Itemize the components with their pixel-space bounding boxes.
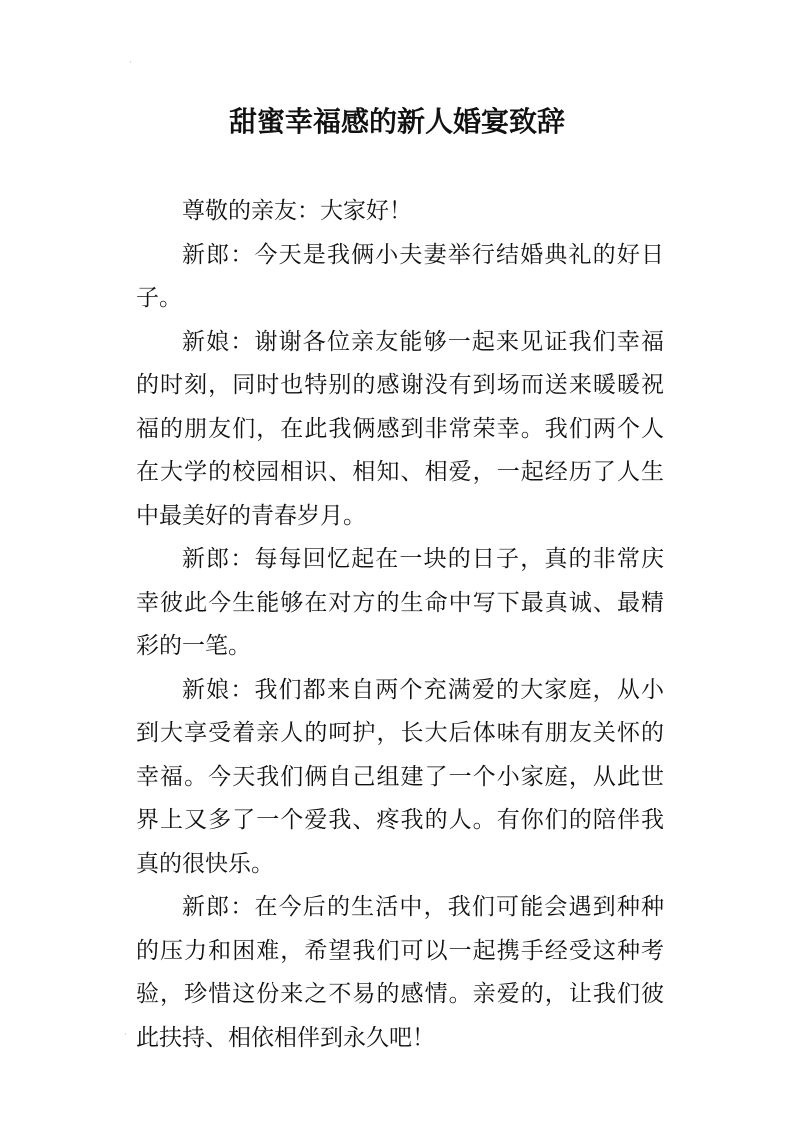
paragraph-bride-2: 新娘：我们都来自两个充满爱的大家庭，从小到大享受着亲人的呵护，长大后体味有朋友关怀的幸福。今天我们俩自己组建了一个小家庭，从此世界上又多了一个爱我、疼我的人。有你们的陪伴我真的很快乐。: [136, 676, 664, 877]
scan-mark: ·: [129, 58, 132, 68]
paragraph-greeting: 尊敬的亲友：大家好！: [182, 198, 412, 224]
document-body: [136, 190, 664, 1060]
scan-mark: ·: [124, 1030, 127, 1040]
paragraph-bride-1: 新娘：谢谢各位亲友能够一起来见证我们幸福的时刻，同时也特别的感谢没有到场而送来暖暖祝福的朋友们，在此我俩感到非常荣幸。我们两个人在大学的校园相识、相知、相爱，一起经历了人生中最美好的青春岁月。: [136, 328, 664, 529]
paragraph-groom-3: 新郎：在今后的生活中，我们可能会遇到种种的压力和困难，希望我们可以一起携手经受这种考验，珍惜这份来之不易的感情。亲爱的，让我们彼此扶持、相依相伴到永久吧！: [136, 894, 664, 1051]
paragraph-groom-2: 新郎：每每回忆起在一块的日子，真的非常庆幸彼此今生能够在对方的生命中写下最真诚、最精彩的一笔。: [136, 546, 664, 659]
paragraph-groom-1: 新郎：今天是我俩小夫妻举行结婚典礼的好日子。: [136, 241, 664, 311]
document-title: 甜蜜幸福感的新人婚宴致辞: [228, 105, 565, 138]
